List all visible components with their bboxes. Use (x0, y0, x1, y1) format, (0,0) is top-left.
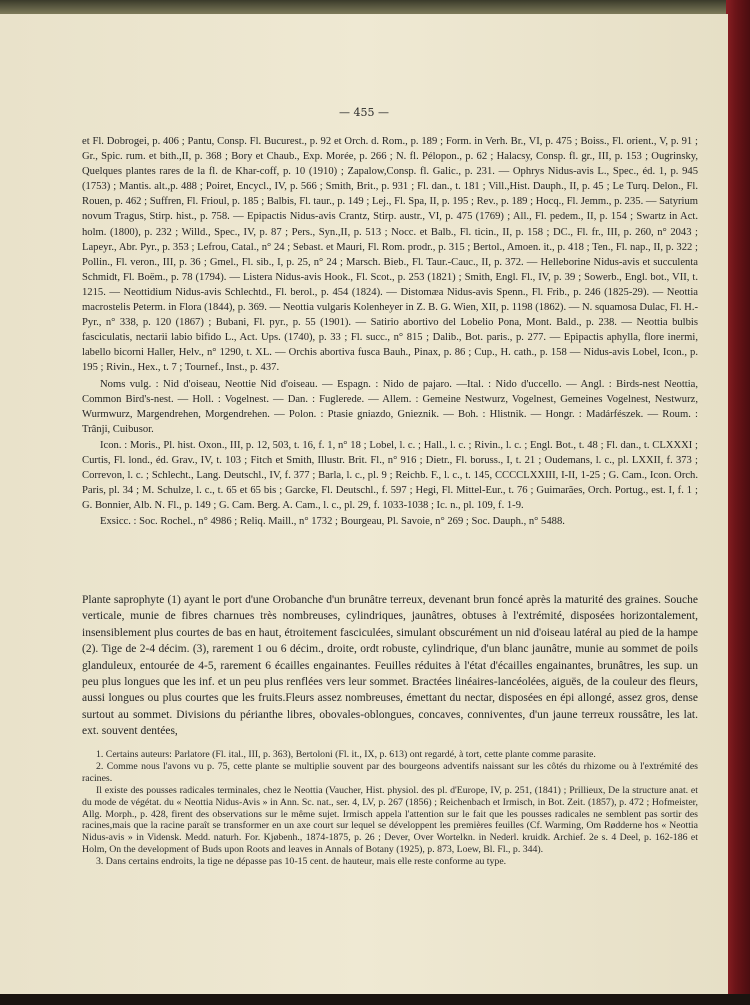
book-binding-edge (726, 0, 750, 1005)
vernacular-names-paragraph: Noms vulg. : Nid d'oiseau, Neottie Nid d'oiseau. — Espagn. : Nido de pajaro. —Ital. : Nido d'uccello. — Angl. : Birds-nest Neottia, Common Bird's-nest. — Holl. : Vogelnest. — Dan. : Fuglerede. — Allem. : Gemeine Nestwurz, Vogelnest, Gemeines Vogelnest, Nestwurz, Wurmwurz, Margendrehen, Morgendrehen. — Polon. : Ptasie gniazdo, Gnieznik. — Boh. : Hlistnik. — Hongr. : Madárfészek. — Roum. : Trânji, Cuibusor. (82, 378, 698, 435)
synonymy-block (82, 134, 698, 530)
book-bottom-edge (0, 994, 750, 1005)
footnote: Il existe des pousses radicales terminales, chez le Neottia (Vaucher, Hist. physiol. des pl. d'Europe, IV, p. 251, (1841) ; Prillieux, De la structure anat. et du mode de végétat. du « Neottia Nidus-Avis » in Ann. Sc. nat., ser. 4, LV, p. 267 (1856) ; Reichenbach et Irmisch, in Bot. Zeit. (1857), p. 472 ; Hofmeister, Allg. Morph., p. 428, firent des observations sur le même sujet. Irmisch appela l'attention sur le fait que les pousses radicales ne semblent pas sortir des racines,mais que la racine paraît se transformer en un axe court sur lequel se développent les premières feuilles (Cf. Warming, Om Rødderne hos « Neottia Nidus-avis » in Vidensk. Medd. naturh. For. Kjøbenh., 1874-1875, p. 26 ; Dever, Over Wortelkn. in Nederl. kruidk. Archief. 2e s. 4 Deel, p. 162-186 et Holm, On the development of Buds upon Roots and leaves in Annals of Botany (1925), p. 873, Loew, Bl. Fl., p. 344). (82, 784, 698, 856)
book-page (0, 14, 728, 994)
footnote: 1. Certains auteurs: Parlatore (Fl. ital., III, p. 363), Bertoloni (Fl. it., IX, p. 613) ont regardé, à tort, cette plante comme parasite. (96, 749, 596, 760)
page-number: — 455 — (339, 106, 389, 119)
book-top-edge (0, 0, 750, 14)
footnote: 3. Dans certains endroits, la tige ne dépasse pas 10-15 cent. de hauteur, mais elle reste conforme au type. (96, 856, 507, 868)
synonymy-paragraph: et Fl. Dobrogei, p. 406 ; Pantu, Consp. Fl. Bucurest., p. 92 et Orch. d. Rom., p. 189 ; Form. in Verh. Br., VI, p. 475 ; Boiss., Fl. orient., V, p. 91 ; Gr., Spic. rum. et bith.,II, p. 368 ; Bory et Chaub., Exp. Morée, p. 266 ; N. fl. Pélopon., p. 62 ; Halacsy, Consp. fl. gr., III, p. 153 ; Ougrinsky, Quelques plantes rares de la fl. de Khar-coff, p. 10 (1910) ; Zapalow,Consp. fl. Galic., p. 231. — Ophrys Nidus-avis L., Spec., éd. 1, p. 945 (1753) ; Mantis. alt.,p. 488 ; Poiret, Encycl., IV, p. 566 ; Smith, Brit., p. 931 ; Fl. dan., t. 181 ; Vill.,Hist. Dauph., II, p. 45 ; Le Turq. Delon., Fl. Rouen, p. 462 ; Suffren, Fl. Frioul, p. 185 ; Balbis, Fl. taur., p. 149 ; Lej., Fl. Spa, II, p. 195 ; Rev., p. 189 ; Hocq., Fl. Jemm., p. 235. — Satyrium novum Tragus, Stirp. hist., p. 758. — Epipactis Nidus-avis Crantz, Stirp. austr., VI, p. 475 (1769) ; All., Fl. pedem., II, p. 154 ; Swartz in Act. holm. (1800), p. 232 ; Willd., Spec., IV, p. 87 ; Pers., Syn.,II, p. 513 ; Nocc. et Balb., Fl. ticin., II, p. 158 ; DC., Fl. fr., III, p. 260, n° 2043 ; Lapeyr., Abr. Pyr., p. 353 ; Lefrou, Catal., n° 24 ; Sebast. et Mauri, Fl. Rom. prodr., p. 315 ; Bertol., Amoen. it., p. 418 ; Ten., Fl. nap., II, p. 322 ; Pollin., Fl. veron., III, p. 36 ; Gmel., Fl. sib., I, p. 25, n° 24 ; Marsch. Bieb., Fl. Taur.-Cauc., II, p. 372. — Helleborine Nidus-avis et succulenta Schmidt, Fl. Boëm., p. 78 (1794). — Listera Nidus-avis Hook., Fl. Scot., p. 253 (1821) ; Smith, Engl. Fl., IV, p. 39 ; Sowerb., Engl. bot., VII, t. 1215. — Neottidium Nidus-avis Schlechtd., Fl. berol., p. 454 (1824). — Distomæa Nidus-avis Spenn., Fl. Frib., p. 246 (1825-29). — Neottia macrostelis Peterm. in Flora (1844), p. 369. — Neottia vulgaris Kolenheyer in Z. B. G. Wien, XII, p. 1198 (1862). — N. squamosa Dulac, Fl. H.-Pyr., n° 338, p. 120 (1867) ; Bubani, Fl. pyr., p. 55 (1901). — Satirio abortivo del Lobelio Pona, Mont. Bald., p. 238. — Neottia bulbis fasciculatis, nectarii labio bifido L., Act. Ups. (1740), p. 33 ; Fl. succ., n° 815 ; Dalib., Bot. paris., p. 277. — Epipactis aphylla, flore inermi, labello bicorni Haller, Helv., n° 1290, t. XL. — Orchis abortiva fusca Bauh., Pinax, p. 86 ; Cup., H. cath., p. 158 — Nidus-avis Lobel, Icon., p. 195 ; Rivin., Hex., t. 7 ; Tournef., Inst., p. 437. (82, 136, 698, 374)
description-paragraph: Plante saprophyte (1) ayant le port d'une Orobanche d'un brunâtre terreux, devenant brun foncé après la maturité des graines. Souche verticale, munie de fibres charnues très nombreuses, cylindriques, jaunâtres, obtuses à l'extrémité, disposées horizontalement, insensiblement plus courtes de bas en haut, étroitement fasciculées, simulant obscurément un nid d'oiseau latéral au pied de la hampe (2). Tige de 2-4 décim. (3), rarement 1 ou 6 décim., droite, ordt robuste, cylindrique, d'un blanc jaunâtre, munie au sommet de poils glanduleux, entourée de 4-5, rarement 6 écailles engainantes. Feuilles réduites à l'état d'écailles engainantes, brunâtres, les sup. un peu plus longues que les inf. et un peu plus renflées vers leur sommet. Bractées linéaires-lancéolées, aiguës, de la couleur des fleurs, aussi longues ou plus courtes que les fruits.Fleurs assez nombreuses, émettant du nectar, disposées en épi allongé, assez gros, dense surtout au sommet. Divisions du périanthe libres, obovales-oblongues, concaves, conniventes, d'un jaune terreux roussâtre, les lat. ext. souvent dentées, (82, 594, 698, 738)
footnotes (82, 749, 698, 868)
exsiccata-paragraph: Exsicc. : Soc. Rochel., n° 4986 ; Reliq. Maill., n° 1732 ; Bourgeau, Pl. Savoie, n° 269 ; Soc. Dauph., n° 5488. (100, 516, 565, 528)
footnote: 2. Comme nous l'avons vu p. 75, cette plante se multiplie souvent par des bourgeons adventifs naissant sur les côtés du rhizome ou à l'extrémité des racines. (82, 760, 698, 784)
icon-references-paragraph: Icon. : Moris., Pl. hist. Oxon., III, p. 12, 503, t. 16, f. 1, n° 18 ; Lobel, l. c. ; Hall., l. c. ; Rivin., l. c. ; Engl. Bot., t. 48 ; Fl. dan., t. CLXXXI ; Curtis, Fl. lond., éd. Grav., IV, t. 103 ; Fitch et Smith, Illustr. Brit. Fl., n° 916 ; Dietr., Fl. boruss., I, t. 21 ; Oudemans, l. c., pl. LXXII, f. 373 ; Correvon, l. c. ; Schlecht., Lang. Deutschl., IV, f. 377 ; Barla, l. c., pl. 9 ; Reichb. F., l. c., t. 145, CCCCLXXIII, I-II, 1-25 ; G. Cam., Icon. Orch. Paris, pl. 34 ; M. Schulze, l. c., t. 65 et 65 bis ; Garcke, Fl. Deutschl., f. 597 ; Hegi, Fl. Mittel-Eur., t. 76 ; Guimarães, Orch. Portug., est. I, f. 1 ; G. Bonnier, Alb. N. Fl., p. 149 ; G. Cam. Berg. A. Cam., l. c., pl. 29, f. 1033-1038 ; Ic. n., pl. 109, f. 1-9. (82, 439, 698, 512)
